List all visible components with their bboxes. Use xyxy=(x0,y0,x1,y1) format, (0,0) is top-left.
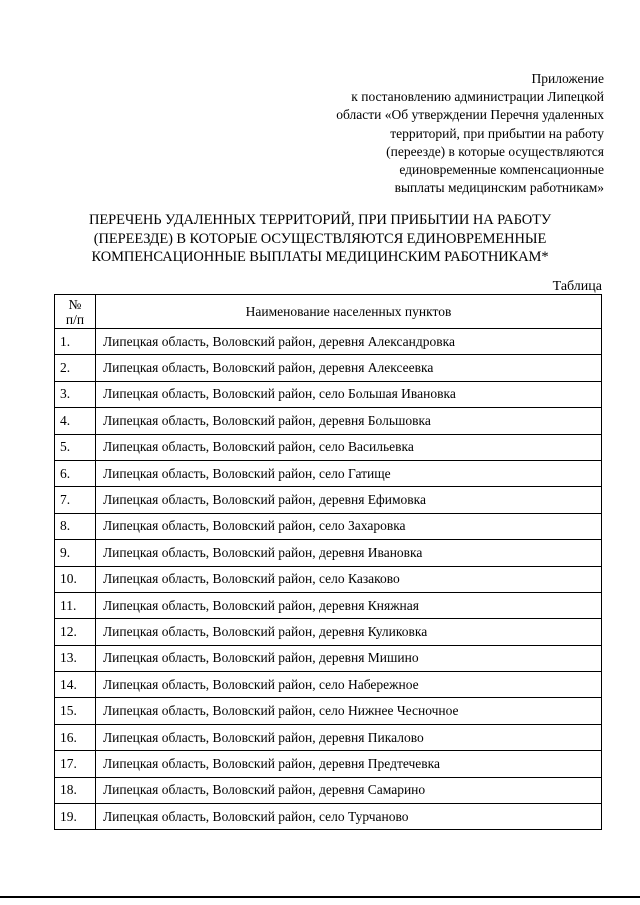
header-name: Наименование населенных пунктов xyxy=(96,295,602,329)
settlement-name: Липецкая область, Воловский район, деревня Мишино xyxy=(96,645,602,671)
table-row xyxy=(55,540,602,566)
settlement-name: Липецкая область, Воловский район, деревня Предтечевка xyxy=(96,751,602,777)
settlement-name: Липецкая область, Воловский район, деревня Пикалово xyxy=(96,724,602,750)
title-line: (ПЕРЕЕЗДЕ) В КОТОРЫЕ ОСУЩЕСТВЛЯЮТСЯ ЕДИНОВРЕМЕННЫЕ xyxy=(93,230,547,247)
table-row xyxy=(55,487,602,513)
settlement-name: Липецкая область, Воловский район, деревня Княжная xyxy=(96,592,602,618)
settlement-name: Липецкая область, Воловский район, село Набережное xyxy=(96,672,602,698)
appendix-line: (переезде) в которые осуществляются xyxy=(386,143,604,159)
row-number: 18. xyxy=(55,777,96,803)
row-number: 5. xyxy=(55,434,96,460)
settlement-name: Липецкая область, Воловский район, деревня Ефимовка xyxy=(96,487,602,513)
row-number: 7. xyxy=(55,487,96,513)
row-number: 14. xyxy=(55,672,96,698)
settlement-name: Липецкая область, Воловский район, деревня Куликовка xyxy=(96,619,602,645)
document-title xyxy=(0,211,640,267)
row-number: 19. xyxy=(55,804,96,830)
row-number: 9. xyxy=(55,540,96,566)
header-number-abbr: п/п xyxy=(65,311,85,327)
table-row xyxy=(55,434,602,460)
settlement-name: Липецкая область, Воловский район, деревня Ивановка xyxy=(96,540,602,566)
bottom-rule xyxy=(0,896,640,898)
appendix-line: области «Об утверждении Перечня удаленных xyxy=(336,107,604,123)
table-row xyxy=(55,329,602,355)
table-row xyxy=(55,381,602,407)
settlements-table xyxy=(54,294,602,830)
table-row xyxy=(55,355,602,381)
table-row xyxy=(55,592,602,618)
table-row xyxy=(55,408,602,434)
settlement-name: Липецкая область, Воловский район, деревня Самарино xyxy=(96,777,602,803)
table-row xyxy=(55,619,602,645)
table-header-row xyxy=(55,295,602,329)
row-number: 8. xyxy=(55,513,96,539)
table-row xyxy=(55,513,602,539)
header-number xyxy=(55,295,96,329)
settlement-name: Липецкая область, Воловский район, село Турчаново xyxy=(96,804,602,830)
table-row xyxy=(55,724,602,750)
row-number: 3. xyxy=(55,381,96,407)
settlement-name: Липецкая область, Воловский район, деревня Алексеевка xyxy=(96,355,602,381)
table-row xyxy=(55,645,602,671)
table-row xyxy=(55,777,602,803)
table-row xyxy=(55,698,602,724)
settlement-name: Липецкая область, Воловский район, село Васильевка xyxy=(96,434,602,460)
row-number: 16. xyxy=(55,724,96,750)
title-line: ПЕРЕЧЕНЬ УДАЛЕННЫХ ТЕРРИТОРИЙ, ПРИ ПРИБЫТИИ НА РАБОТУ xyxy=(88,212,551,228)
row-number: 6. xyxy=(55,460,96,486)
appendix-line: территорий, при прибытии на работу xyxy=(390,125,604,141)
settlement-name: Липецкая область, Воловский район, село Нижнее Чесночное xyxy=(96,698,602,724)
row-number: 13. xyxy=(55,645,96,671)
table-row xyxy=(55,804,602,830)
row-number: 11. xyxy=(55,592,96,618)
table-label: Таблица xyxy=(552,279,602,294)
row-number: 1. xyxy=(55,329,96,355)
settlement-name: Липецкая область, Воловский район, деревня Большовка xyxy=(96,408,602,434)
settlement-name: Липецкая область, Воловский район, село Захаровка xyxy=(96,513,602,539)
table-row xyxy=(55,460,602,486)
row-number: 10. xyxy=(55,566,96,592)
settlement-name: Липецкая область, Воловский район, село Казаково xyxy=(96,566,602,592)
row-number: 4. xyxy=(55,408,96,434)
row-number: 12. xyxy=(55,619,96,645)
table-row xyxy=(55,566,602,592)
row-number: 17. xyxy=(55,751,96,777)
row-number: 2. xyxy=(55,355,96,381)
row-number: 15. xyxy=(55,698,96,724)
settlement-name: Липецкая область, Воловский район, село Гатище xyxy=(96,460,602,486)
appendix-line: к постановлению администрации Липецкой xyxy=(351,89,604,105)
appendix-line: единовременные компенсационные xyxy=(399,162,604,178)
settlement-name: Липецкая область, Воловский район, деревня Александровка xyxy=(96,329,602,355)
table-row xyxy=(55,672,602,698)
header-number-symbol: № xyxy=(68,296,82,312)
appendix-line: выплаты медицинским работникам» xyxy=(394,180,604,196)
settlement-name: Липецкая область, Воловский район, село Большая Ивановка xyxy=(96,381,602,407)
title-line: КОМПЕНСАЦИОННЫЕ ВЫПЛАТЫ МЕДИЦИНСКИМ РАБОТНИКАМ* xyxy=(91,249,549,265)
table-row xyxy=(55,751,602,777)
appendix-block xyxy=(274,70,604,197)
appendix-line: Приложение xyxy=(531,71,604,86)
